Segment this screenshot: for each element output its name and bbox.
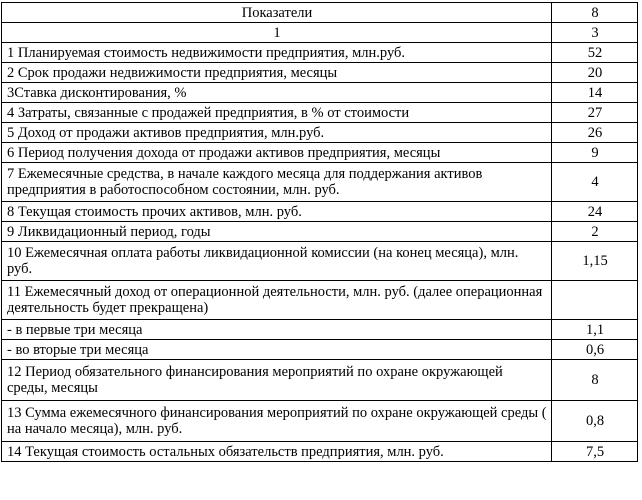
row-indicator: 3Ставка дисконтирования, %: [2, 83, 552, 103]
row-value: 20: [552, 63, 638, 83]
row-indicator: - в первые три месяца: [2, 320, 552, 340]
row-indicator: 9 Ликвидационный период, годы: [2, 222, 552, 242]
row-indicator: 11 Ежемесячный доход от операционной деятельности, млн. руб. (далее операционная деятельность будет прекращена): [2, 281, 552, 320]
row-value: 1,1: [552, 320, 638, 340]
row-indicator: 10 Ежемесячная оплата работы ликвидационной комиссии (на конец месяца), млн. руб.: [2, 242, 552, 281]
table-row: [2, 43, 638, 63]
table-row: [2, 123, 638, 143]
row-indicator: 2 Срок продажи недвижимости предприятия, месяцы: [2, 63, 552, 83]
table-row: [2, 360, 638, 401]
table-header-row: [2, 3, 638, 23]
row-value: 1,15: [552, 242, 638, 281]
row-indicator: 7 Ежемесячные средства, в начале каждого месяца для поддержания активов предприятия в работоспособном состоянии, млн. руб.: [2, 163, 552, 202]
table-numbering-row: [2, 23, 638, 43]
numbering-indicator: 1: [2, 23, 552, 43]
table-row: [2, 340, 638, 360]
row-indicator: 5 Доход от продажи активов предприятия, млн.руб.: [2, 123, 552, 143]
row-value: 52: [552, 43, 638, 63]
table-row: [2, 163, 638, 202]
row-value: 2: [552, 222, 638, 242]
row-value: 0,8: [552, 401, 638, 442]
row-value: 7,5: [552, 442, 638, 462]
table-row: [2, 242, 638, 281]
header-value: 8: [552, 3, 638, 23]
indicators-table: [1, 2, 638, 462]
table-row: [2, 401, 638, 442]
row-value: 9: [552, 143, 638, 163]
table-row: [2, 83, 638, 103]
table-row: [2, 103, 638, 123]
table-row: [2, 202, 638, 222]
table-row: [2, 63, 638, 83]
row-indicator: 14 Текущая стоимость остальных обязательств предприятия, млн. руб.: [2, 442, 552, 462]
row-value: 14: [552, 83, 638, 103]
row-indicator: 4 Затраты, связанные с продажей предприятия, в % от стоимости: [2, 103, 552, 123]
table-row: [2, 320, 638, 340]
row-indicator: 12 Период обязательного финансирования мероприятий по охране окружающей среды, месяцы: [2, 360, 552, 401]
numbering-value: 3: [552, 23, 638, 43]
row-value: [552, 281, 638, 320]
row-value: 4: [552, 163, 638, 202]
row-indicator: 8 Текущая стоимость прочих активов, млн. руб.: [2, 202, 552, 222]
row-indicator: 6 Период получения дохода от продажи активов предприятия, месяцы: [2, 143, 552, 163]
table-row: [2, 143, 638, 163]
row-indicator: 1 Планируемая стоимость недвижимости предприятия, млн.руб.: [2, 43, 552, 63]
row-value: 8: [552, 360, 638, 401]
row-indicator: 13 Сумма ежемесячного финансирования мероприятий по охране окружающей среды ( на начало месяца), млн. руб.: [2, 401, 552, 442]
row-value: 24: [552, 202, 638, 222]
header-indicator: Показатели: [2, 3, 552, 23]
table-row: [2, 281, 638, 320]
row-indicator: - во вторые три месяца: [2, 340, 552, 360]
table-row: [2, 222, 638, 242]
table-row: [2, 442, 638, 462]
row-value: 26: [552, 123, 638, 143]
row-value: 0,6: [552, 340, 638, 360]
row-value: 27: [552, 103, 638, 123]
